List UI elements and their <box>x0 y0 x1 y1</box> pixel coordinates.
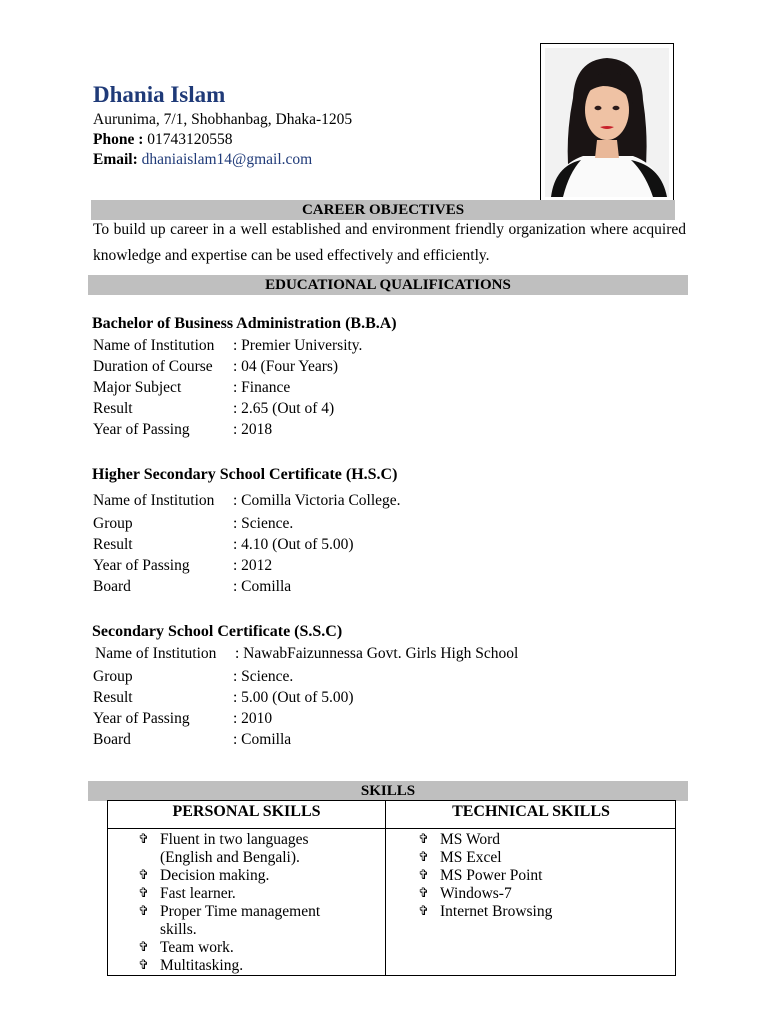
detail-value: : Finance <box>233 379 291 396</box>
detail-label: Year of Passing <box>93 710 190 727</box>
detail-value: : 4.10 (Out of 5.00) <box>233 536 354 553</box>
detail-value: : 04 (Four Years) <box>233 358 339 375</box>
list-item <box>418 867 552 885</box>
technical-skills-header: TECHNICAL SKILLS <box>452 803 610 820</box>
detail-row <box>93 555 401 576</box>
cross-bullet-icon: ✞ <box>418 868 429 883</box>
career-objectives-text: To build up career in a well established and environment friendly organization where acquired knowledge and expertise can be used effectively and efficiently. <box>93 221 686 264</box>
cross-bullet-icon: ✞ <box>138 868 149 883</box>
detail-label: Major Subject <box>93 379 182 396</box>
detail-value: : 2010 <box>233 710 273 727</box>
list-item <box>418 903 552 921</box>
detail-row <box>95 643 518 664</box>
cross-bullet-icon: ✞ <box>418 904 429 919</box>
phone-label: Phone : <box>93 131 144 148</box>
list-item <box>138 831 320 867</box>
bba-details <box>93 335 362 440</box>
cross-bullet-icon: ✞ <box>138 832 149 847</box>
hsc-details <box>93 490 401 597</box>
detail-row <box>93 534 401 555</box>
detail-row <box>93 666 354 687</box>
phone-line <box>93 130 233 150</box>
skill-text: Fluent in two languages <box>160 831 309 848</box>
skills-table <box>107 800 676 976</box>
list-item <box>418 885 552 903</box>
skill-text: Proper Time management <box>160 903 321 920</box>
detail-value: : Premier University. <box>233 337 363 354</box>
bba-title: Bachelor of Business Administration (B.B.A) <box>92 315 397 332</box>
detail-label: Year of Passing <box>93 421 190 438</box>
cross-bullet-icon: ✞ <box>138 958 149 973</box>
detail-value: : 2012 <box>233 557 273 574</box>
skills-heading: SKILLS <box>88 781 688 801</box>
ssc-title: Secondary School Certificate (S.S.C) <box>92 623 343 640</box>
email-line <box>93 150 312 170</box>
detail-value: : NawabFaizunnessa Govt. Girls High School <box>235 645 519 662</box>
detail-value: : Comilla <box>233 731 292 748</box>
list-item <box>138 957 320 975</box>
detail-label: Result <box>93 689 133 706</box>
portrait-photo-icon <box>545 48 669 197</box>
detail-label: Result <box>93 400 133 417</box>
skill-text: MS Word <box>440 831 501 848</box>
cross-bullet-icon: ✞ <box>138 886 149 901</box>
detail-value: : Science. <box>233 515 294 532</box>
education-heading: EDUCATIONAL QUALIFICATIONS <box>88 275 688 295</box>
detail-label: Board <box>93 578 131 595</box>
detail-value: : 2.65 (Out of 4) <box>233 400 335 417</box>
skill-text: Team work. <box>160 939 234 956</box>
list-item <box>138 885 320 903</box>
skill-text: (English and Bengali). <box>160 849 300 866</box>
skill-text: Decision making. <box>160 867 270 884</box>
detail-row <box>93 490 401 511</box>
skill-text: Multitasking. <box>160 957 244 974</box>
skill-text: Windows-7 <box>440 885 512 902</box>
phone-value: 01743120558 <box>143 131 233 148</box>
detail-row <box>93 708 354 729</box>
detail-label: Group <box>93 668 133 685</box>
detail-label: Name of Institution <box>93 492 215 509</box>
cross-bullet-icon: ✞ <box>418 886 429 901</box>
list-item <box>138 939 320 957</box>
cross-bullet-icon: ✞ <box>418 832 429 847</box>
detail-label: Name of Institution <box>93 337 215 354</box>
detail-row <box>93 513 401 534</box>
detail-row <box>93 398 362 419</box>
ssc-details-rest <box>93 666 354 750</box>
detail-row <box>93 356 362 377</box>
detail-label: Result <box>93 536 133 553</box>
detail-row <box>93 377 362 398</box>
personal-skills-header: PERSONAL SKILLS <box>172 803 321 820</box>
detail-row <box>93 729 354 750</box>
career-objectives-heading: CAREER OBJECTIVES <box>91 200 675 220</box>
detail-label: Duration of Course <box>93 358 213 375</box>
detail-label: Board <box>93 731 131 748</box>
cross-bullet-icon: ✞ <box>138 904 149 919</box>
list-item <box>418 831 552 849</box>
skill-text: MS Power Point <box>440 867 543 884</box>
detail-row <box>93 335 362 356</box>
list-item <box>138 867 320 885</box>
candidate-name: Dhania Islam <box>93 82 226 107</box>
email-link[interactable]: dhaniaislam14@gmail.com <box>137 151 313 168</box>
technical-skills-list <box>418 831 552 921</box>
hsc-title: Higher Secondary School Certificate (H.S.C) <box>92 466 398 483</box>
skill-text: MS Excel <box>440 849 502 866</box>
ssc-details <box>95 643 518 664</box>
header-divider <box>108 828 675 829</box>
detail-value: : Science. <box>233 668 294 685</box>
list-item <box>138 903 320 939</box>
profile-photo <box>540 43 674 202</box>
detail-row <box>93 419 362 440</box>
address: Aurunima, 7/1, Shobhanbag, Dhaka-1205 <box>93 111 353 128</box>
detail-label: Year of Passing <box>93 557 190 574</box>
skill-text: Internet Browsing <box>440 903 553 920</box>
detail-row <box>93 576 401 597</box>
detail-row <box>93 687 354 708</box>
detail-value: : 2018 <box>233 421 273 438</box>
detail-label: Group <box>93 515 133 532</box>
detail-value: : Comilla <box>233 578 292 595</box>
cross-bullet-icon: ✞ <box>418 850 429 865</box>
personal-skills-list <box>138 831 320 975</box>
detail-value: : 5.00 (Out of 5.00) <box>233 689 354 706</box>
detail-value: : Comilla Victoria College. <box>233 492 401 509</box>
cross-bullet-icon: ✞ <box>138 940 149 955</box>
email-label: Email: <box>93 151 138 168</box>
skill-text: skills. <box>160 921 197 938</box>
skill-text: Fast learner. <box>160 885 236 902</box>
list-item <box>418 849 552 867</box>
detail-label: Name of Institution <box>95 645 217 662</box>
